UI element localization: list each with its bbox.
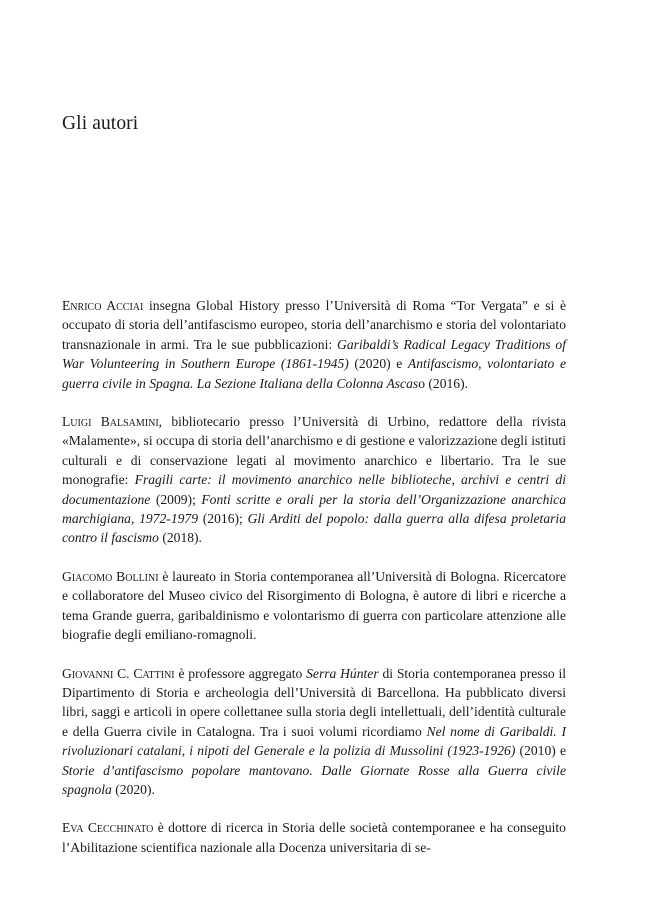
page-title: Gli autori <box>62 113 139 134</box>
bio-text: , bibliotecario presso l’Università di Urbino, redattore della rivista «Malamente», si occupa di storia dell’anarchismo e di gestione e valorizzazione degli istituti culturali e di conservazione legati al movimento anarchico e libertario. Tra le sue monografie: <box>62 414 566 488</box>
bio-text: è dottore di ricerca in Storia delle società contemporanee e ha conseguito l’Abilitazione scientifica nazionale alla Docenza universitaria di se- <box>62 820 566 855</box>
publication-title: Serra Húnter <box>306 665 379 681</box>
bio-text: (2009); <box>150 491 202 507</box>
bio-text: è professore aggregato <box>174 665 307 681</box>
author-name: Enrico Acciai <box>62 298 144 313</box>
bio-text: di Storia contemporanea presso il Dipartimento di Storia e archeologia dell’Università di Barcellona. Ha pubblicato diversi libri, saggi e articoli in opere collettanee sulla storia degli intellettuali, dell’identità culturale e della Guerra civile in Catalogna. Tra i suoi volumi ricordiamo <box>62 665 567 739</box>
bio-text: (2010) e <box>515 743 566 759</box>
bio-text: (2020) e <box>348 356 408 372</box>
bio-text: (2020). <box>111 781 155 797</box>
author-name: Giacomo Bollini <box>62 568 159 584</box>
publication-title: Fragili carte: il movimento anarchico nelle biblioteche, archivi e centri di documentazione <box>62 472 566 507</box>
author-name: Eva Cecchinato <box>62 820 154 836</box>
author-name: Luigi Balsamini <box>62 414 159 430</box>
bio-text: (2016); <box>198 511 248 527</box>
author-bio <box>62 296 566 393</box>
bio-text: (2018). <box>158 530 202 546</box>
publication-title: Nel nome di Garibaldi. I rivoluzionari catalani, i nipoti del Generale e la polizia di Mussolini (1923-1926) <box>62 723 566 759</box>
publication-title: Garibaldi’s Radical Legacy Traditions of War Volunteering in Southern Europe (1861-1945) <box>62 336 566 372</box>
author-bio <box>62 567 566 645</box>
publication-title: Storie d’antifascismo popolare mantovano. Dalle Giornate Rosse alla Guerra civile spagnola <box>62 762 566 797</box>
author-bios <box>62 296 566 876</box>
author-bio <box>62 664 566 800</box>
publication-title: Gli Arditi del popolo: dalla guerra alla difesa proletaria contro il fascismo <box>62 511 566 546</box>
author-bio <box>62 412 566 548</box>
publication-title: Antifascismo, volontariato e guerra civile in Spagna. La Sezione Italiana della Colonna Ascas <box>62 356 566 391</box>
author-name: Giovanni C. Cattini <box>62 665 175 681</box>
bio-text: o (2016). <box>418 375 469 391</box>
bio-text: insegna Global History presso l’Università di Roma “Tor Vergata” e si è occupato di storia dell’antifascismo europeo, storia dell’anarchismo e storia del volontariato transnazionale in armi. Tra le sue pubblicazioni: <box>62 298 566 352</box>
author-bio <box>62 818 566 857</box>
publication-title: Fonti scritte e orali per la storia dell’Organizzazione anarchica marchigiana, 1972-1979 <box>62 491 566 527</box>
bio-text: è laureato in Storia contemporanea all’Università di Bologna. Ricercatore e collaboratore del Museo civico del Risorgimento di Bologna, è autore di libri e ricerche a tema Grande guerra, garibaldinismo e volontarismo di guerra con particolare attenzione alle biografie degli emiliano-romagnoli. <box>62 568 566 643</box>
